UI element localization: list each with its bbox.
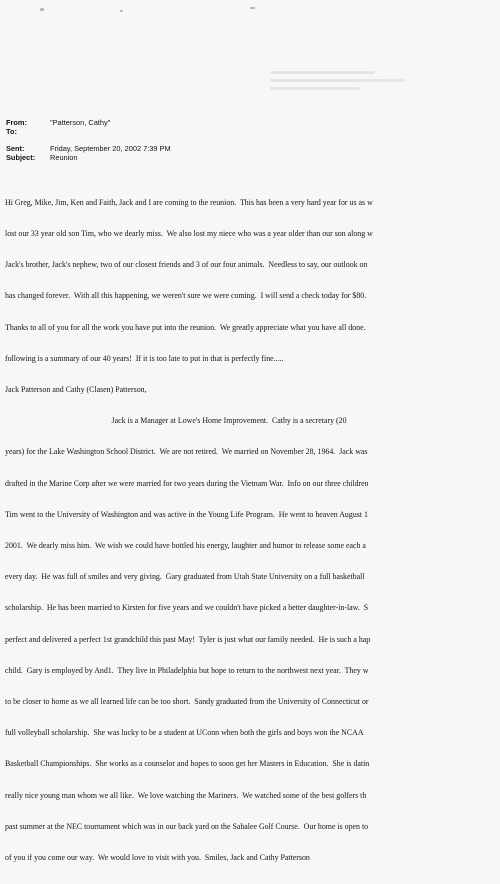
body-line: Thanks to all of you for all the work you have put into the reunion. We greatly appreciate what you have all done. [5,322,366,332]
body-line: every day. He was full of smiles and very giving. Gary graduated from Utah State University on a full basketball [5,572,365,582]
sent-value: Friday, September 20, 2002 7:39 PM [50,144,171,153]
body-line: Basketball Championships. She works as a counselor and hopes to soon get her Masters in Education. She is datin [5,759,370,769]
body-line: past summer at the NEC tournament which was in our back yard on the Sahalee Golf Course. Our home is open to [5,821,369,831]
body-line: really nice young man whom we all like. We love watching the Mariners. We watched some of the best golfers th [5,790,367,800]
body-line: to be closer to home as we all learned life can be too short. Sandy graduated from the University of Connecticut or [5,697,369,707]
body-line: full volleyball scholarship. She was lucky to be a student at UConn when both the girls and boys won the NCAA [5,728,364,738]
scan-speck [250,7,255,9]
body-line: drafted in the Marine Corp after we were married for two years during the Vietnam War. Info on our three children [5,478,369,488]
body-line: Jack's brother, Jack's nephew, two of our closest friends and 3 of our four animals. Needless to say, our outlook on [5,260,368,270]
body-line: following is a summary of our 40 years! If it is too late to put in that is perfectly fine..... [5,353,284,363]
body-line: Jack Patterson and Cathy (Clasen) Patterson, [5,385,147,395]
subject-label: Subject: [6,153,36,162]
body-line: child. Gary is employed by And1. They live in Philadelphia but hope to return to the northwest next year. They w [5,665,369,675]
body-line: years) for the Lake Washington School District. We are not retired. We married on November 28, 1964. Jack was [5,447,368,457]
body-line: has changed forever. With all this happening, we weren't sure we were coming. I will send a check today for $80. [5,291,367,301]
subject-value: Reunion [50,153,78,162]
body-line: Jack is a Manager at Lowe's Home Improvement. Cathy is a secretary (20 [5,416,347,426]
body-line: lost our 33 year old son Tim, who we dearly miss. We also lost my niece who was a year older than our son along w [5,229,373,239]
body-line: perfect and delivered a perfect 1st grandchild this past May! Tyler is just what our family needed. He is such a hap [5,634,371,644]
body-line: scholarship. He has been married to Kirsten for five years and we couldn't have picked a better daughter-in-law. S [5,603,369,613]
from-label: From: [6,118,27,127]
body-line: 2001. We dearly miss him. We wish we could have bottled his energy, laughter and humor to release some each a [5,541,366,551]
scan-speck [40,8,44,11]
body-line: Hi Greg, Mike, Jim, Ken and Faith, Jack and I are coming to the reunion. This has been a very hard year for us as w [5,197,373,207]
body-line: Tim went to the University of Washington and was active in the Young Life Program. He went to heaven August 1 [5,509,368,519]
email-body [5,177,500,884]
to-label: To: [6,127,17,136]
body-line: of you if you come our way. We would love to visit with you. Smiles, Jack and Cathy Patterson [5,853,310,863]
sent-label: Sent: [6,144,25,153]
scan-speck [120,10,123,12]
from-value: "Patterson, Cathy" [50,118,111,127]
bleed-through-text [270,66,420,100]
